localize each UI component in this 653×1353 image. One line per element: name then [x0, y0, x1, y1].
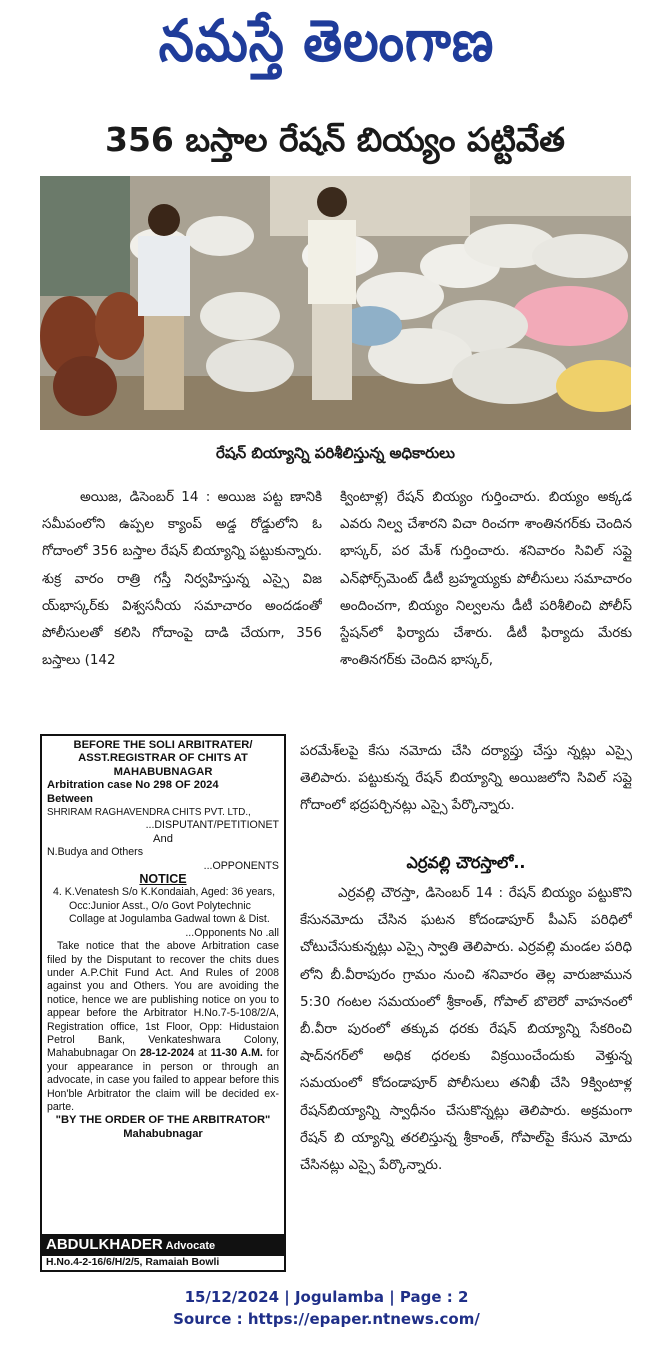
notice-and: And — [153, 832, 173, 845]
right-column-top-text: క్వింటాళ్ల) రేషన్ బియ్యం గుర్తించారు. బియ్యం అక్కడ ఎవరు నిల్వ చేశారని విచా రించగా శాంతినగర్‌కు చెందిన భాస్కర్, పర మేశ్ గుర్తించారు. శనివారం సివిల్ సప్లై ఎన్‌ఫోర్స్‌మెంట్ డీటీ బ్రహ్మయ్యకు పోలీసులు సమాచారం అందించగా, బియ్యం నిల్వలను డీటీ పరిశీలించి పోలీస్ స్టేషన్‌లో ఫిర్యాదు చేశారు. డీటీ ఫిర్యాదు మేరకు శాంతినగర్‌కు చెందిన భాస్కర్, — [340, 489, 632, 669]
masthead-title: నమస్తే తెలంగాణ — [158, 7, 495, 75]
notice-party2-role: ...OPPONENTS — [203, 859, 279, 872]
notice-opponents-no: ...Opponents No .all — [185, 926, 279, 939]
rice-sacks-photo — [40, 176, 631, 430]
notice-date: 28-12-2024 — [139, 1047, 195, 1060]
notice-place: Mahabubnagar — [123, 1127, 203, 1140]
notice-at: at — [194, 1047, 211, 1060]
notice-heading-line2: ASST.REGISTRAR OF CHITS AT — [78, 752, 248, 765]
notice-body — [47, 940, 279, 1114]
notice-case-number: Arbitration case No 298 OF 2024 — [47, 779, 219, 792]
article-left-column — [42, 484, 322, 726]
notice-heading-line3: MAHABUBNAGAR — [113, 765, 213, 778]
article-right-column-bottom — [300, 880, 632, 1272]
notice-order: "BY THE ORDER OF THE ARBITRATOR" — [55, 1114, 271, 1127]
notice-item4: 4. K.Venatesh S/o K.Kondaiah, Aged: 36 years, Occ:Junior Asst., O/o Govt Polytechnic Collage at Jogulamba Gadwal town & Dist. — [53, 886, 276, 926]
notice-body-end: for your appearance in person or through an advocate, in case you failed to appear before this Hon'ble Arbitrator the claim will be decided ex-parte. — [47, 1047, 279, 1113]
notice-title: NOTICE — [139, 872, 187, 887]
notice-party1: SHRIRAM RAGHAVENDRA CHITS PVT. LTD., — [47, 807, 251, 819]
article-photo — [40, 176, 631, 430]
left-column-text: అయిజ, డిసెంబర్ 14 : అయిజ పట్ట ణానికి సమీపంలోని ఉప్పల క్యాంప్ అడ్డ రోడ్డులోని ఓ గోదాంలో 356 బస్తాల రేషన్ బియ్యాన్ని పట్టుకున్నారు. శుక్ర వారం రాత్రి గస్తీ నిర్వహిస్తున్న ఎస్సై విజ య్‌భాస్కర్‌కు విశ్వసనీయ సమాచారం అందడంతో పోలీసులతో కలిసి గోదాంపై దాడి చేయగా, 356 బస్తాలు (142 — [42, 489, 322, 669]
notice-time: 11-30 A.M. — [210, 1047, 263, 1060]
article-right-column-continued — [300, 738, 632, 848]
notice-body-start: Take notice that the above Arbitration case filed by the Disputant to recover the chits dues under A.P.Chit Fund Act. And Rules of 2008 against you and Others. You are avoiding the notice, hence we are publishing notice on you to appear before the Arbitrator H.No.7-5-108/2/A, Registration office, 1st Floor, Opp: Hidustaion Petrol Bank, Venkateshwara Colony, Mahabubnagar On — [47, 940, 279, 1060]
footer-date-edition: 15/12/2024 | Jogulamba | Page : 2 — [184, 1288, 469, 1306]
notice-between: Between — [47, 792, 94, 805]
photo-caption: రేషన్ బియ్యాన్ని పరిశీలిస్తున్న అధికారులు — [216, 444, 455, 462]
right-column-bottom-text: ఎర్రవల్లి చౌరస్తా, డిసెంబర్ 14 : రేషన్ బియ్యం పట్టుకొని కేసునమోదు చేసిన ఘటన కోదండాపూర్ పీఎస్ పరిధిలో చోటుచేసుకున్నట్లు ఎస్సై స్వాతి తెలిపారు. ఎర్రవల్లి మండల పరిధి లోని బీ.వీరాపురం గ్రామం నుంచి శనివారం తెల్ల వారుజామున 5:30 గంటల సమయంలో శ్రీకాంత్, గోపాల్ బొలెరో వాహనంలో బీ.వీరా పురంలో తక్కువ ధరకు రేషన్ బియ్యాన్ని సేకరించి షాద్‌నగర్‌లో అధిక ధరలకు విక్రయించేందుకు వెళ్తున్న సమయంలో కోదండాపూర్ పోలీసులు తనిఖీ చేసి 9క్వింటాళ్ల రేషన్‌బియ్యాన్ని స్వాధీనం చేసుకొన్నట్లు తెలిపారు. అక్రమంగా రేషన్ బి య్యాన్ని తరలిస్తున్న శ్రీకాంత్, గోపాల్‌పై కేసున మోదు చేసినట్లు ఎస్సై పేర్కొన్నారు. — [300, 885, 632, 1174]
right-column-full-text: పరమేశ్‌లపై కేసు నమోదు చేసి దర్యాప్తు చేస్తు న్నట్లు ఎస్సై తెలిపారు. పట్టుకున్న రేషన్ బియ్యాన్ని అయిజలోని సివిల్ సప్లై గోదాంలో భద్రపర్చినట్లు ఎస్సై పేర్కొన్నారు. — [300, 743, 632, 814]
advocate-name: ABDULKHADER — [46, 1236, 163, 1253]
notice-party2: N.Budya and Others — [47, 846, 143, 859]
notice-heading-line1: BEFORE THE SOLI ARBITRATER/ — [73, 739, 253, 751]
notice-advocate-bar — [42, 1234, 284, 1256]
article-subheading: ఎర్రవల్లి చౌరస్తాలో.. — [406, 853, 526, 872]
advocate-address: H.No.4-2-16/6/H/2/5, Ramaiah Bowli — [46, 1257, 220, 1268]
footer-source: Source : https://epaper.ntnews.com/ — [173, 1310, 480, 1328]
article-headline: 356 బస్తాల రేషన్ బియ్యం పట్టివేత — [105, 120, 565, 159]
notice-party1-role: ...DISPUTANT/PETITIONET — [145, 819, 279, 832]
advocate-role: Advocate — [165, 1240, 216, 1252]
legal-notice-ad — [40, 734, 286, 1272]
masthead — [0, 6, 653, 76]
